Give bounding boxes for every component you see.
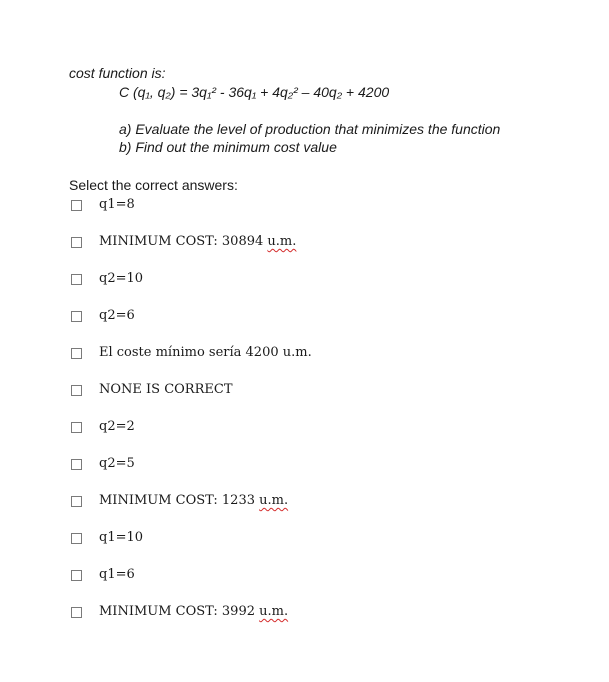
checkbox[interactable] xyxy=(71,570,82,581)
checkbox[interactable] xyxy=(71,496,82,507)
answer-label: q1=8 xyxy=(99,197,135,212)
answer-option[interactable] xyxy=(71,418,591,455)
checkbox[interactable] xyxy=(71,348,82,359)
checkbox[interactable] xyxy=(71,200,82,211)
answer-label: q1=6 xyxy=(99,567,135,582)
answer-option[interactable] xyxy=(71,270,591,307)
checkbox[interactable] xyxy=(71,237,82,248)
checkbox[interactable] xyxy=(71,311,82,322)
answer-label: MINIMUM COST: 3992 u.m. xyxy=(99,604,289,619)
cost-formula: C (q₁, q₂) = 3q₁² - 36q₁ + 4q₂² – 40q₂ + 4200 xyxy=(119,84,390,100)
answer-option[interactable] xyxy=(71,529,591,566)
answer-label: MINIMUM COST: 30894 u.m. xyxy=(99,234,297,249)
answer-option[interactable] xyxy=(71,603,591,640)
checkbox[interactable] xyxy=(71,607,82,618)
answer-label: q2=6 xyxy=(99,308,135,323)
answer-label: El coste mínimo sería 4200 u.m. xyxy=(99,345,312,360)
answer-label: MINIMUM COST: 1233 u.m. xyxy=(99,493,289,508)
answer-option[interactable] xyxy=(71,566,591,603)
checkbox[interactable] xyxy=(71,533,82,544)
answer-option[interactable] xyxy=(71,196,591,233)
checkbox[interactable] xyxy=(71,385,82,396)
task-b: b) Find out the minimum cost value xyxy=(119,139,337,155)
answer-option[interactable] xyxy=(71,233,591,270)
checkbox[interactable] xyxy=(71,274,82,285)
intro-text: cost function is: xyxy=(69,65,166,81)
answer-label: NONE IS CORRECT xyxy=(99,382,233,397)
task-list xyxy=(119,120,500,156)
task-a: a) Evaluate the level of production that minimizes the function xyxy=(119,121,501,137)
answer-label: q1=10 xyxy=(99,530,144,545)
answer-label: q2=2 xyxy=(99,419,135,434)
answer-option[interactable] xyxy=(71,455,591,492)
answer-option[interactable] xyxy=(71,381,591,418)
answer-label: q2=10 xyxy=(99,271,144,286)
answer-label: q2=5 xyxy=(99,456,135,471)
checkbox[interactable] xyxy=(71,422,82,433)
answer-option[interactable] xyxy=(71,307,591,344)
answer-option[interactable] xyxy=(71,492,591,529)
checkbox[interactable] xyxy=(71,459,82,470)
answer-options xyxy=(71,196,591,640)
answer-option[interactable] xyxy=(71,344,591,381)
question-prompt: Select the correct answers: xyxy=(69,177,238,193)
